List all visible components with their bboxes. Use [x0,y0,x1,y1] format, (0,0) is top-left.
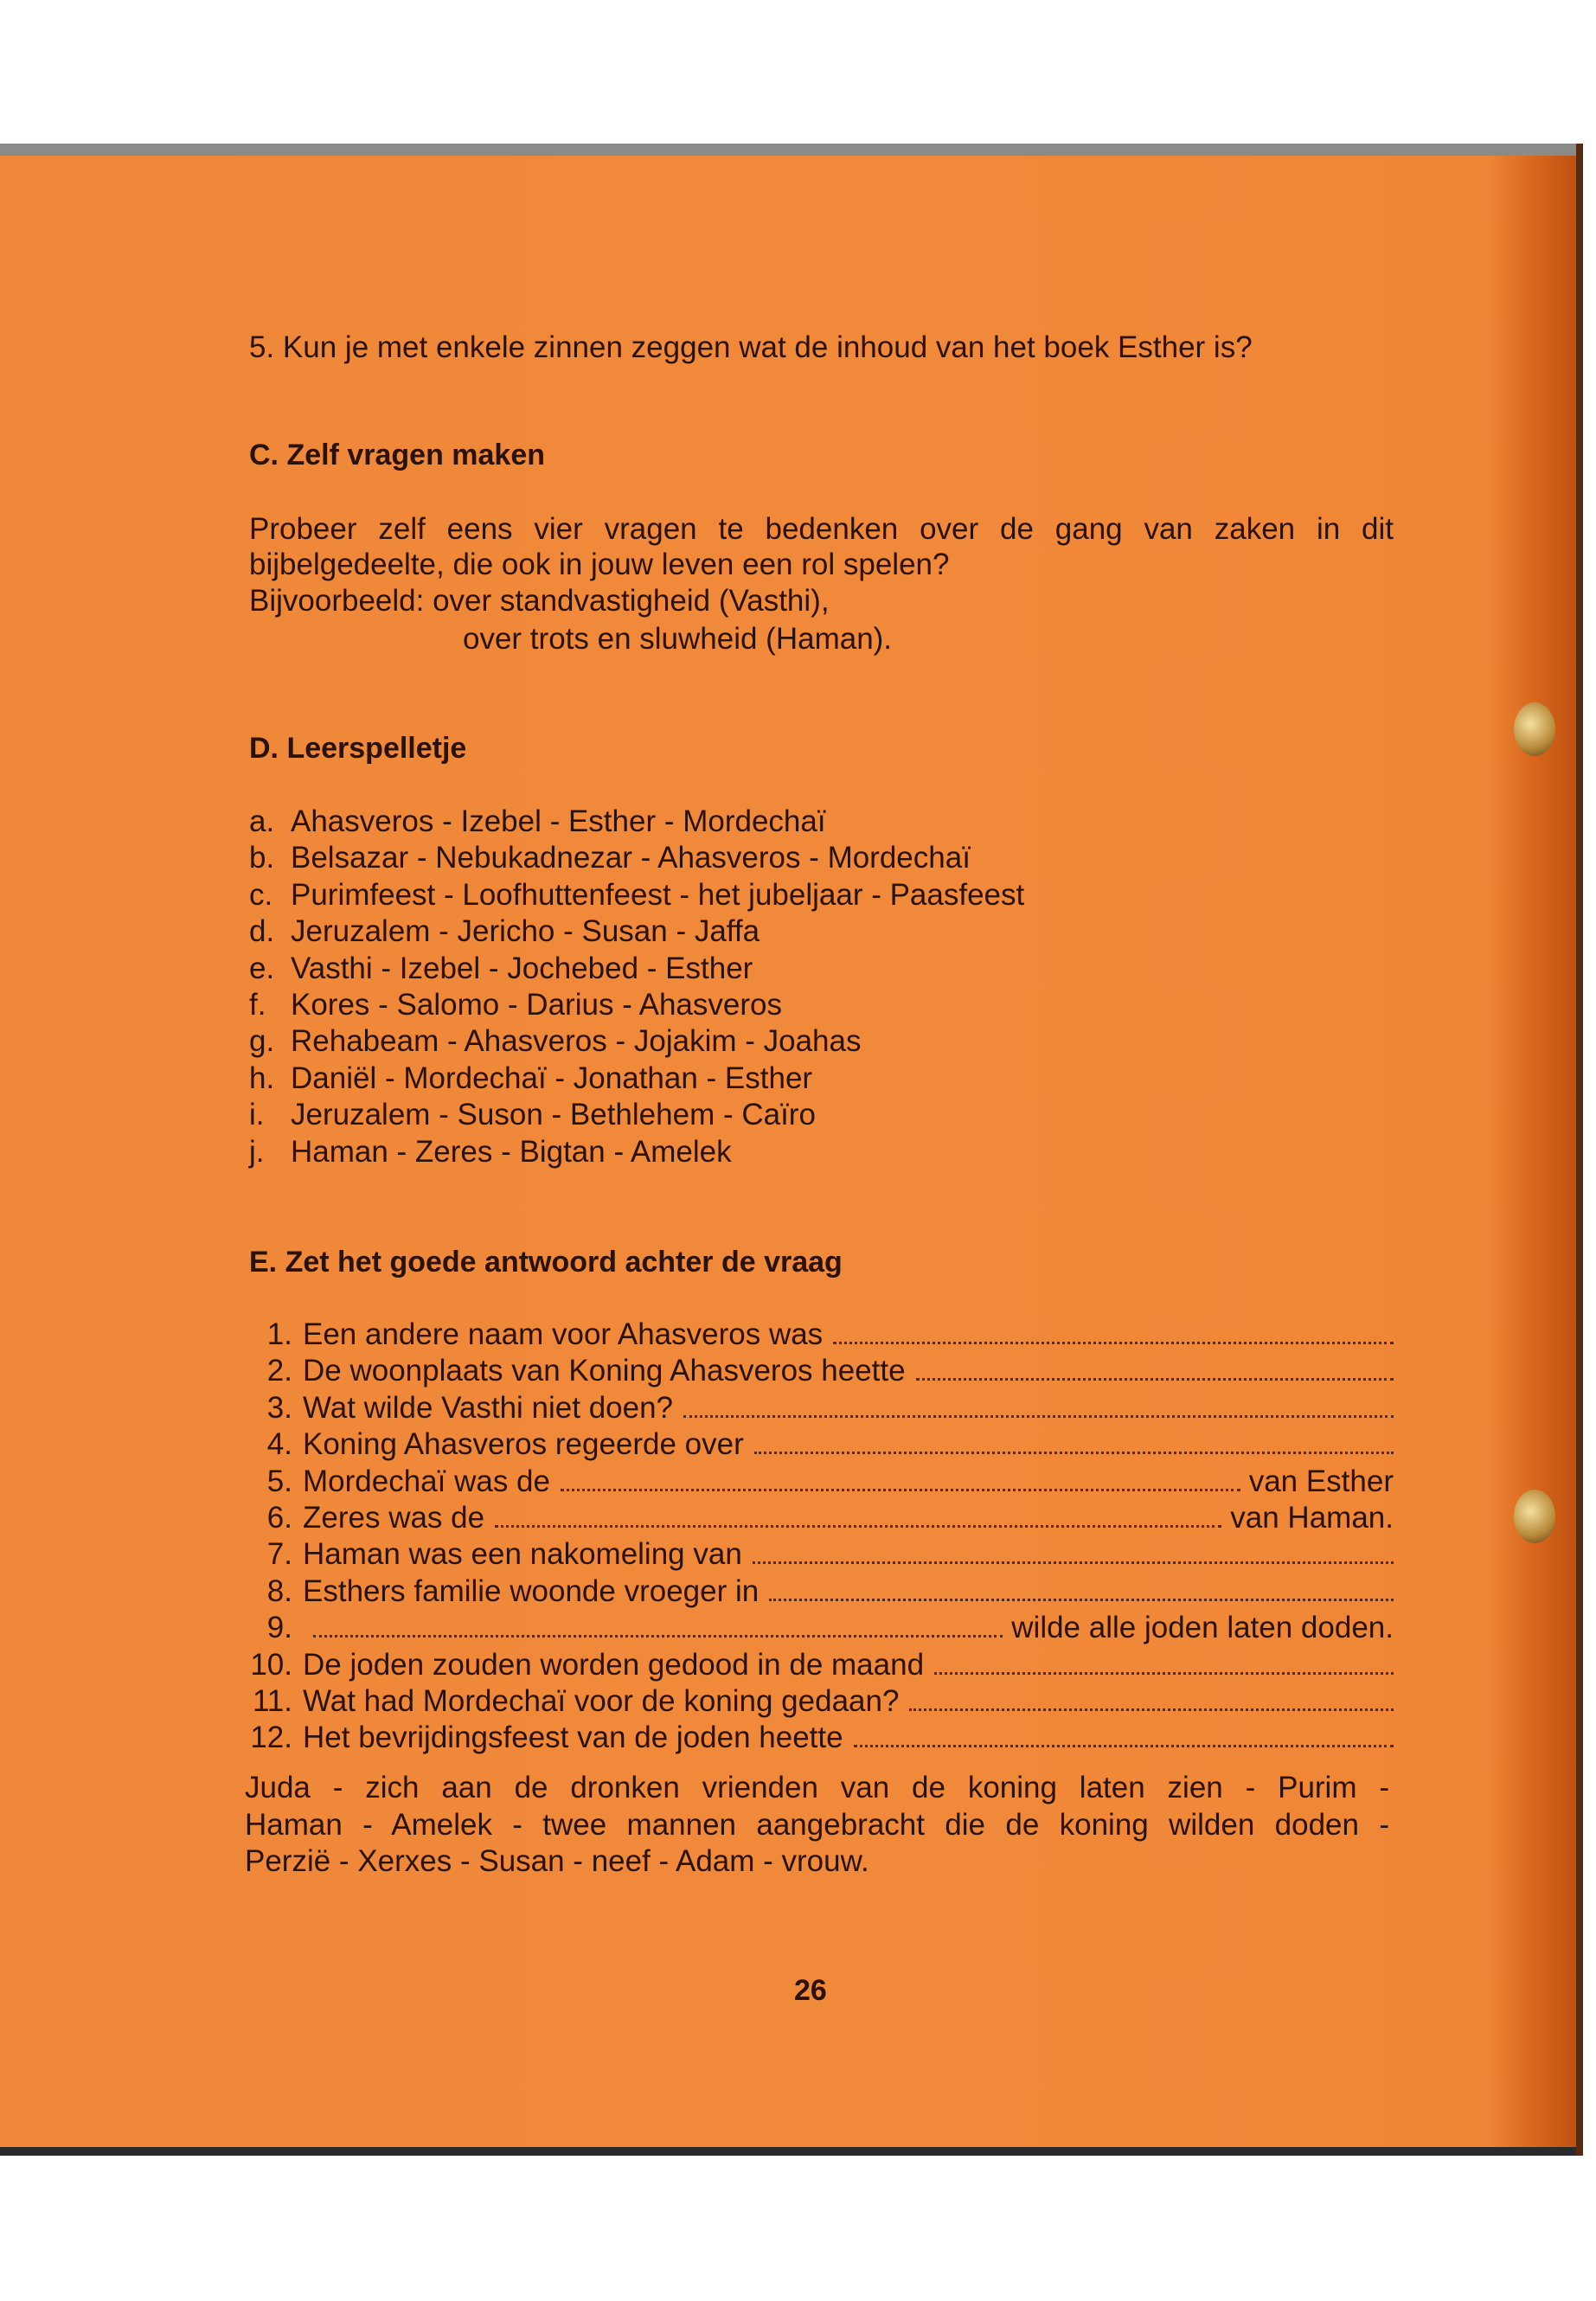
answer-blank[interactable] [495,1500,1221,1528]
question-text: Het bevrijdingsfeest van de joden heette [303,1721,843,1755]
question-number: 3. [266,1390,292,1425]
question-suffix: van Esther [1248,1464,1394,1498]
question-number: 10. [250,1647,292,1682]
section-c-heading: C. Zelf vragen maken [249,439,546,471]
question-row [249,1536,1394,1573]
item-text: Daniël - Mordechaï - Jonathan - Esther [291,1061,813,1095]
list-item [249,840,971,876]
answer-blank[interactable] [753,1536,1394,1564]
question-row [249,1683,1394,1720]
list-item [249,913,760,950]
question-text: Wat wilde Vasthi niet doen? [303,1390,674,1425]
item-letter: d. [249,914,275,949]
question-number: 9. [266,1611,292,1645]
question-text: Een andere naam voor Ahasveros was [303,1317,824,1351]
item-letter: c. [249,877,273,912]
question-number: 5. [266,1464,292,1498]
question-number: 11. [252,1684,292,1718]
question-row [249,1574,1394,1610]
binder-screw-icon [1514,1490,1555,1543]
question-text: De joden zouden worden gedood in de maand [303,1647,925,1682]
list-item [249,804,826,840]
question-text: Wat had Mordechaï voor de koning gedaan? [303,1684,900,1718]
paragraph-line: bijbelgedeelte, die ook in jouw leven een rol spelen? [249,548,950,581]
answer-blank[interactable] [934,1647,1394,1675]
item-text: Jeruzalem - Suson - Bethlehem - Caïro [291,1098,816,1132]
list-item [249,1097,816,1133]
item-letter: i. [249,1098,265,1132]
list-item [249,1023,861,1060]
section-d-heading: D. Leerspelletje [249,732,467,765]
question-text: De woonplaats van Koning Ahasveros heette [303,1354,906,1388]
page-bottom-edge [0,2147,1583,2156]
item-text: Belsazar - Nebukadnezar - Ahasveros - Mordechaï [291,841,971,875]
item-letter: e. [249,951,275,985]
item-letter: h. [249,1061,275,1095]
answer-blank[interactable] [769,1574,1394,1601]
list-item [249,1061,812,1097]
answer-line: Perzië - Xerxes - Susan - neef - Adam - vrouw. [245,1844,869,1878]
list-item [249,1134,732,1170]
question-row [249,1720,1394,1756]
page-top-edge [0,144,1583,156]
item-letter: f. [249,988,266,1022]
question-number: 1. [266,1317,292,1351]
item-text: Vasthi - Izebel - Jochebed - Esther [291,951,753,985]
question-text: Haman was een nakomeling van [303,1537,742,1572]
item-text: Kores - Salomo - Darius - Ahasveros [291,988,782,1022]
question-number: 7. [266,1537,292,1572]
question-row [249,1464,1394,1500]
page-number: 26 [794,1974,827,2007]
answer-blank[interactable] [909,1683,1394,1711]
question-row [249,1426,1394,1463]
item-text: Ahasveros - Izebel - Esther - Mordechaï [291,804,826,838]
answer-blank[interactable] [313,1610,1003,1638]
question-number: 6. [266,1501,292,1535]
question-number: 2. [266,1354,292,1388]
question-row [249,1500,1394,1536]
item-letter: j. [249,1134,265,1169]
question-row [249,1317,1394,1353]
section-e-heading: E. Zet het goede antwoord achter de vraag [249,1246,843,1279]
binding-edge [1576,144,1583,2156]
item-text: Haman - Zeres - Bigtan - Amelek [291,1134,732,1169]
list-item [249,877,1024,913]
item-text: Jeruzalem - Jericho - Susan - Jaffa [291,914,760,949]
question-suffix: wilde alle joden laten doden. [1011,1611,1394,1645]
answer-blank[interactable] [916,1353,1394,1381]
item-letter: a. [249,804,275,838]
answer-line: Juda - zich aan de dronken vrienden van de koning laten zien - Purim - [245,1771,1389,1804]
list-item [249,987,782,1023]
binder-screw-icon [1514,702,1555,756]
item-text: Rehabeam - Ahasveros - Jojakim - Joahas [291,1024,862,1059]
answer-blank[interactable] [683,1390,1394,1418]
question-suffix: van Haman. [1230,1501,1394,1535]
answer-blank[interactable] [854,1720,1394,1747]
answer-blank[interactable] [754,1426,1394,1454]
question-row [249,1647,1394,1683]
paragraph-line: Probeer zelf eens vier vragen te bedenken over de gang van zaken in dit [249,512,1394,546]
answer-blank[interactable] [561,1464,1240,1491]
question-text: Mordechaï was de [303,1464,550,1498]
item-letter: g. [249,1024,275,1059]
question-text: Zeres was de [303,1501,485,1535]
answer-blank[interactable] [833,1317,1394,1344]
question-text: Esthers familie woonde vroeger in [303,1574,760,1608]
question-row [249,1390,1394,1426]
question-row [249,1353,1394,1389]
item-letter: b. [249,841,275,875]
paragraph-line: over trots en sluwheid (Haman). [463,622,893,656]
question-row [249,1610,1394,1646]
question-5: 5. Kun je met enkele zinnen zeggen wat de inhoud van het boek Esther is? [249,330,1253,364]
question-number: 12. [250,1721,292,1755]
answer-line: Haman - Amelek - twee mannen aangebracht die de koning wilden doden - [245,1808,1389,1842]
question-text: Koning Ahasveros regeerde over [303,1427,744,1462]
list-item [249,951,753,987]
question-number: 4. [266,1427,292,1462]
item-text: Purimfeest - Loofhuttenfeest - het jubeljaar - Paasfeest [291,877,1025,912]
question-number: 8. [266,1574,292,1608]
paragraph-line: Bijvoorbeeld: over standvastigheid (Vasthi), [249,584,830,618]
